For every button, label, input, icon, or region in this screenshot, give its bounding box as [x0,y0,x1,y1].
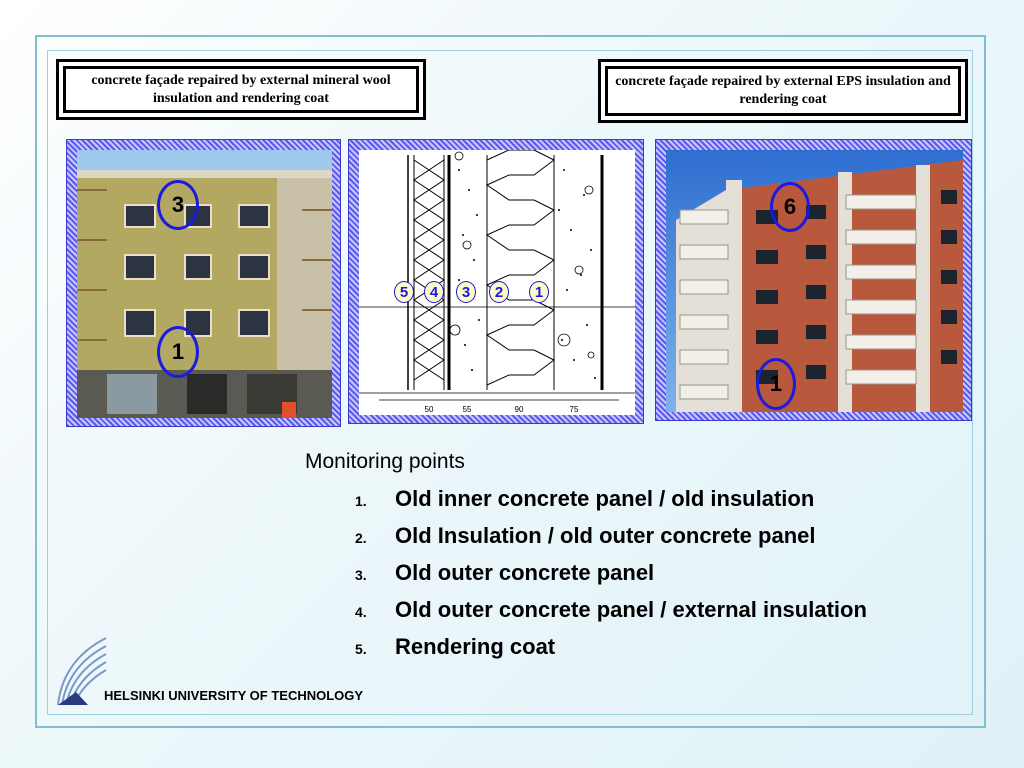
marker-label: 1 [769,371,783,396]
eps-building-image [666,150,963,412]
point-label: 3 [461,283,471,301]
left-building-photo [77,150,332,418]
list-item [355,597,867,634]
point-label: 1 [534,283,544,301]
caption-left-text: concrete façade repaired by external mineral wool insulation and rendering coat [91,72,391,106]
marker-label: 1 [171,339,185,364]
item-text: Rendering coat [395,634,556,659]
point-label: 2 [494,283,504,301]
marker-point-6 [770,182,810,232]
item-text: Old Insulation / old outer concrete panel [395,523,816,548]
marker-point-3 [157,180,199,230]
list-item [355,486,867,523]
dimension-label: 75 [569,405,579,414]
marker-label: 3 [171,192,185,217]
point-label: 4 [429,283,439,301]
diagram-point-2 [489,281,509,303]
left-photo-frame [66,139,341,427]
caption-eps [598,59,968,123]
wall-section-diagram [359,150,635,415]
caption-mineral-wool [56,59,426,120]
diagram-frame [348,139,644,424]
marker-label: 6 [783,194,797,219]
item-text: Old outer concrete panel / external insulation [395,597,867,622]
marker-point-1 [157,326,199,378]
dimension-label: 55 [462,405,472,414]
point-label: 5 [399,283,409,301]
list-item [355,523,867,560]
diagram-point-5 [394,281,414,303]
list-item [355,560,867,597]
list-item [355,634,867,671]
marker-point-1 [756,358,796,410]
mineral-wool-building-image [77,150,332,418]
item-number: 2. [355,530,367,546]
dimension-label: 50 [424,405,434,414]
item-number: 4. [355,604,367,620]
university-logo-icon [48,630,108,715]
diagram-point-4 [424,281,444,303]
caption-right-text: concrete façade repaired by external EPS insulation and rendering coat [615,74,951,107]
item-number: 1. [355,493,367,509]
diagram-point-3 [456,281,476,303]
footer-institution: HELSINKI UNIVERSITY OF TECHNOLOGY [104,688,364,703]
right-photo-frame [655,139,972,421]
item-text: Old inner concrete panel / old insulation [395,486,815,511]
item-number: 3. [355,567,367,583]
monitoring-points-title: Monitoring points [305,450,465,473]
monitoring-points-list [355,486,867,671]
dimension-label: 90 [514,405,524,414]
diagram-point-1 [529,281,549,303]
right-building-photo [666,150,963,412]
item-number: 5. [355,641,367,657]
item-text: Old outer concrete panel [395,560,655,585]
